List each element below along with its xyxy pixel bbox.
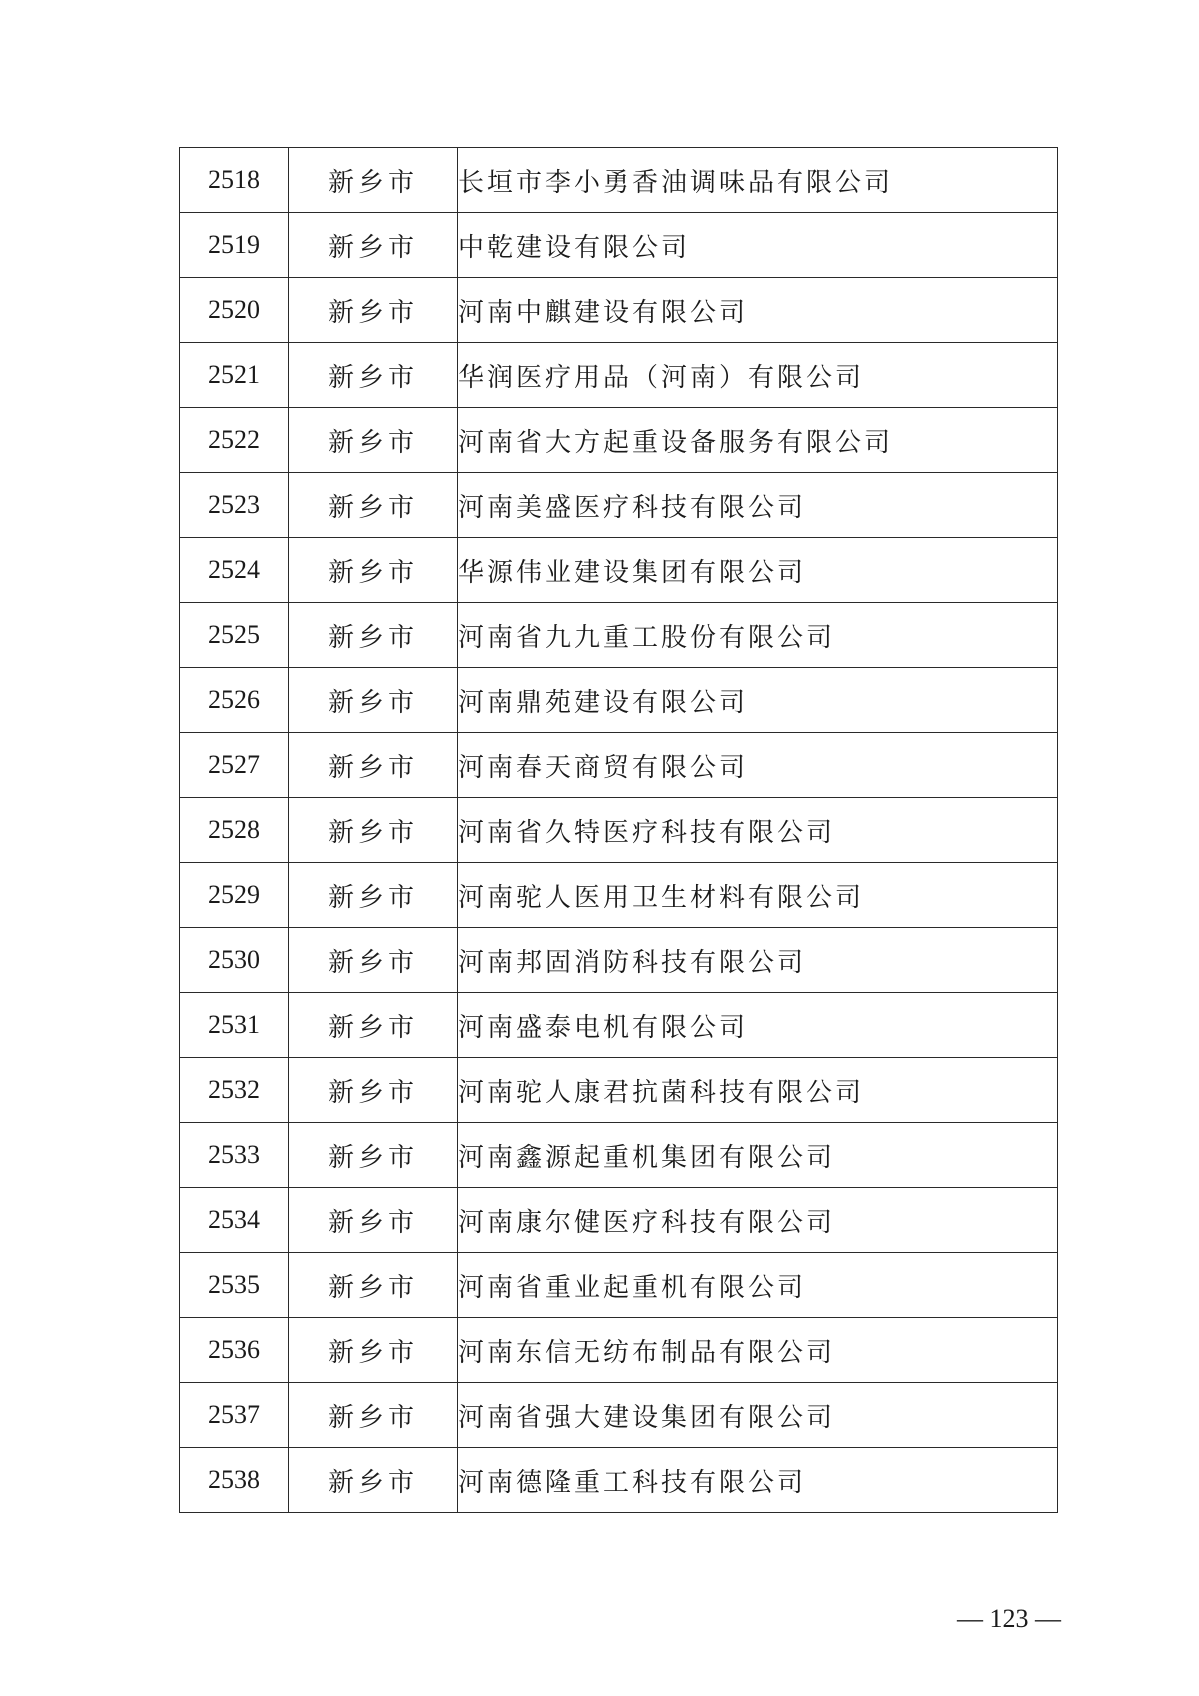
row-company-name: 河南康尔健医疗科技有限公司 xyxy=(458,1188,1058,1253)
row-company-name: 河南省九九重工股份有限公司 xyxy=(458,603,1058,668)
row-city: 新乡市 xyxy=(289,343,458,408)
row-company-name: 华润医疗用品（河南）有限公司 xyxy=(458,343,1058,408)
table-row xyxy=(180,1448,1058,1513)
table-row xyxy=(180,928,1058,993)
table-row xyxy=(180,798,1058,863)
row-company-name: 河南鑫源起重机集团有限公司 xyxy=(458,1123,1058,1188)
table-row xyxy=(180,1058,1058,1123)
row-company-name: 河南德隆重工科技有限公司 xyxy=(458,1448,1058,1513)
table-row xyxy=(180,278,1058,343)
row-city: 新乡市 xyxy=(289,538,458,603)
row-company-name: 河南驼人康君抗菌科技有限公司 xyxy=(458,1058,1058,1123)
table-row xyxy=(180,1253,1058,1318)
row-number: 2526 xyxy=(180,668,289,733)
row-number: 2535 xyxy=(180,1253,289,1318)
row-number: 2528 xyxy=(180,798,289,863)
row-company-name: 中乾建设有限公司 xyxy=(458,213,1058,278)
company-list-table xyxy=(179,147,1058,1513)
table-row xyxy=(180,343,1058,408)
row-company-name: 河南邦固消防科技有限公司 xyxy=(458,928,1058,993)
row-city: 新乡市 xyxy=(289,408,458,473)
row-company-name: 河南省强大建设集团有限公司 xyxy=(458,1383,1058,1448)
row-city: 新乡市 xyxy=(289,1188,458,1253)
table-row xyxy=(180,1318,1058,1383)
row-company-name: 河南美盛医疗科技有限公司 xyxy=(458,473,1058,538)
row-number: 2518 xyxy=(180,148,289,213)
table-row xyxy=(180,473,1058,538)
row-number: 2519 xyxy=(180,213,289,278)
row-city: 新乡市 xyxy=(289,668,458,733)
table-row xyxy=(180,1188,1058,1253)
row-number: 2523 xyxy=(180,473,289,538)
page-number: — 123 — xyxy=(957,1604,1061,1633)
row-number: 2536 xyxy=(180,1318,289,1383)
table-row xyxy=(180,603,1058,668)
row-number: 2537 xyxy=(180,1383,289,1448)
row-number: 2531 xyxy=(180,993,289,1058)
row-company-name: 河南鼎苑建设有限公司 xyxy=(458,668,1058,733)
row-number: 2529 xyxy=(180,863,289,928)
row-number: 2527 xyxy=(180,733,289,798)
row-company-name: 河南中麒建设有限公司 xyxy=(458,278,1058,343)
row-number: 2520 xyxy=(180,278,289,343)
row-city: 新乡市 xyxy=(289,603,458,668)
table-row xyxy=(180,863,1058,928)
table-row xyxy=(180,538,1058,603)
row-city: 新乡市 xyxy=(289,993,458,1058)
row-company-name: 河南盛泰电机有限公司 xyxy=(458,993,1058,1058)
row-city: 新乡市 xyxy=(289,1383,458,1448)
row-company-name: 长垣市李小勇香油调味品有限公司 xyxy=(458,148,1058,213)
row-company-name: 河南省久特医疗科技有限公司 xyxy=(458,798,1058,863)
row-company-name: 河南省大方起重设备服务有限公司 xyxy=(458,408,1058,473)
row-city: 新乡市 xyxy=(289,1253,458,1318)
table-row xyxy=(180,1123,1058,1188)
row-number: 2538 xyxy=(180,1448,289,1513)
row-number: 2534 xyxy=(180,1188,289,1253)
row-number: 2522 xyxy=(180,408,289,473)
row-city: 新乡市 xyxy=(289,733,458,798)
row-number: 2533 xyxy=(180,1123,289,1188)
row-number: 2532 xyxy=(180,1058,289,1123)
row-number: 2530 xyxy=(180,928,289,993)
row-number: 2524 xyxy=(180,538,289,603)
table-row xyxy=(180,148,1058,213)
row-city: 新乡市 xyxy=(289,1448,458,1513)
row-city: 新乡市 xyxy=(289,928,458,993)
row-company-name: 河南驼人医用卫生材料有限公司 xyxy=(458,863,1058,928)
row-city: 新乡市 xyxy=(289,1123,458,1188)
row-city: 新乡市 xyxy=(289,148,458,213)
table-row xyxy=(180,1383,1058,1448)
row-number: 2521 xyxy=(180,343,289,408)
table-row xyxy=(180,668,1058,733)
row-city: 新乡市 xyxy=(289,213,458,278)
row-company-name: 华源伟业建设集团有限公司 xyxy=(458,538,1058,603)
table-row xyxy=(180,733,1058,798)
row-city: 新乡市 xyxy=(289,798,458,863)
row-city: 新乡市 xyxy=(289,1318,458,1383)
company-list-body xyxy=(180,148,1058,1513)
row-city: 新乡市 xyxy=(289,278,458,343)
row-city: 新乡市 xyxy=(289,863,458,928)
table-row xyxy=(180,408,1058,473)
row-company-name: 河南春天商贸有限公司 xyxy=(458,733,1058,798)
row-company-name: 河南省重业起重机有限公司 xyxy=(458,1253,1058,1318)
row-company-name: 河南东信无纺布制品有限公司 xyxy=(458,1318,1058,1383)
row-number: 2525 xyxy=(180,603,289,668)
table-row xyxy=(180,213,1058,278)
row-city: 新乡市 xyxy=(289,473,458,538)
table-row xyxy=(180,993,1058,1058)
row-city: 新乡市 xyxy=(289,1058,458,1123)
